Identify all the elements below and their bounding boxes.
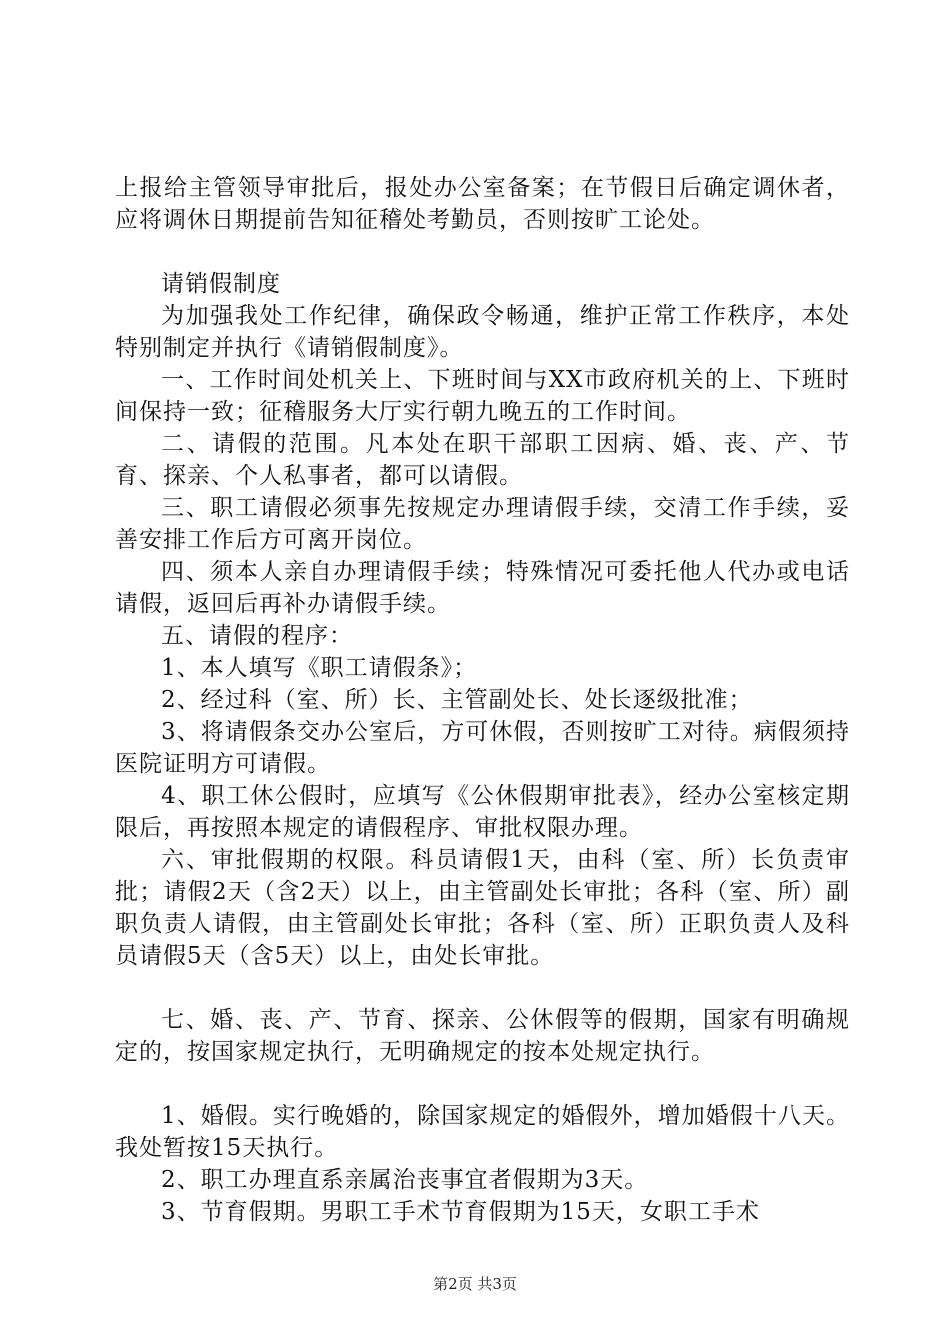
section-title: 请销假制度 bbox=[161, 271, 281, 297]
paragraph-clause-3: 三、职工请假必须事先按规定办理请假手续，交清工作手续，妥善安排工作后方可离开岗位。 bbox=[115, 495, 850, 553]
paragraph-clause-5-item-1: 1、本人填写《职工请假条》； bbox=[161, 655, 478, 681]
paragraph-clause-6: 六、审批假期的权限。科员请假1天，由科（室、所）长负责审批；请假2天（含2天）以上，由主管副处长审批；各科（室、所）副职负责人请假，由主管副处长审批；各科（室、所）正职负责人及科员请假5天（含5天）以上，由处长审批。 bbox=[115, 847, 850, 969]
paragraph-clause-7-item-3: 3、节育假期。男职工手术节育假期为15天，女职工手术 bbox=[161, 1199, 760, 1225]
paragraph-continuation: 上报给主管领导审批后，报处办公室备案；在节假日后确定调休者，应将调休日期提前告知征稽处考勤员，否则按旷工论处。 bbox=[115, 175, 850, 233]
paragraph-clause-5-item-4: 4、职工休公假时，应填写《公休假期审批表》，经办公室核定期限后，再按照本规定的请假程序、审批权限办理。 bbox=[115, 783, 850, 841]
paragraph-clause-4: 四、须本人亲自办理请假手续；特殊情况可委托他人代办或电话请假，返回后再补办请假手续。 bbox=[115, 559, 850, 617]
paragraph-clause-5: 五、请假的程序： bbox=[161, 623, 353, 649]
paragraph-clause-2: 二、请假的范围。凡本处在职干部职工因病、婚、丧、产、节育、探亲、个人私事者，都可以请假。 bbox=[115, 431, 850, 489]
paragraph-clause-7: 七、婚、丧、产、节育、探亲、公休假等的假期，国家有明确规定的，按国家规定执行，无明确规定的按本处规定执行。 bbox=[115, 1007, 850, 1065]
paragraph-intro: 为加强我处工作纪律，确保政令畅通，维护正常工作秩序，本处特别制定并执行《请销假制度》。 bbox=[115, 303, 850, 361]
paragraph-clause-7-item-1: 1、婚假。实行晚婚的，除国家规定的婚假外，增加婚假十八天。我处暂按15天执行。 bbox=[115, 1103, 850, 1161]
document-body bbox=[115, 172, 850, 1228]
paragraph-clause-1: 一、工作时间处机关上、下班时间与XX市政府机关的上、下班时间保持一致；征稽服务大厅实行朝九晚五的工作时间。 bbox=[115, 367, 850, 425]
paragraph-clause-5-item-3: 3、将请假条交办公室后，方可休假，否则按旷工对待。病假须持医院证明方可请假。 bbox=[115, 719, 850, 777]
page-footer: 第2页 共3页 bbox=[433, 1275, 517, 1293]
paragraph-clause-5-item-2: 2、经过科（室、所）长、主管副处长、处长逐级批准； bbox=[161, 687, 753, 713]
paragraph-clause-7-item-2: 2、职工办理直系亲属治丧事宜者假期为3天。 bbox=[161, 1167, 649, 1193]
